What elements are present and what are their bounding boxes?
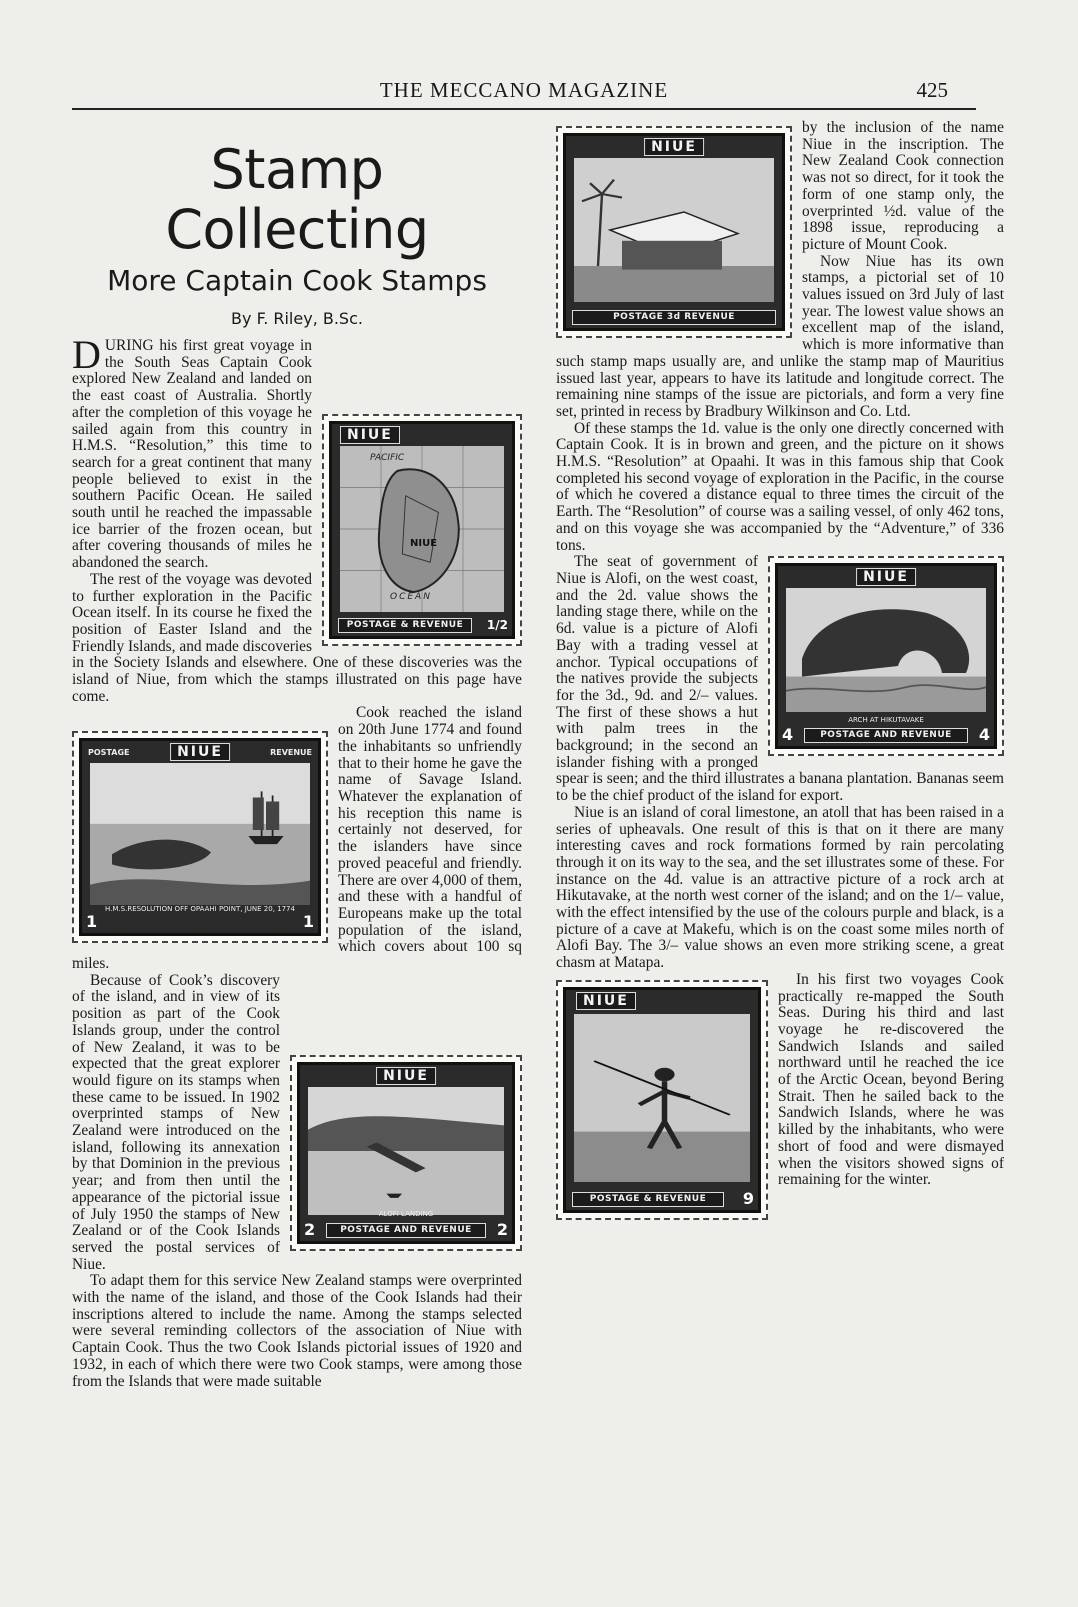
stamp-value: 9 (742, 1188, 754, 1208)
left-column (72, 120, 522, 1390)
stamp-country-name: NIUE (856, 568, 916, 586)
paragraph-3: Of these stamps the 1d. value is the only one directly concerned with Captain Cook. It is in brown and green, and the picture on it shows H.M.S. “Resolution” at Opaahi. It was in this famous ship that Cook completed his second voyage of exploration in the Pacific, in the course of which he covered a distance equal to three times the circuit of the Earth. The “Resolution” of course was a sailing vessel, of only 462 tons, and on this voyage she was accompanied by the “Adventure,” of 336 tons. (556, 419, 1004, 554)
paragraph-1: DURING his first great voyage in the South Seas Captain Cook explored New Zealand and landed on the east coast of Australia. Shortly after the completion of this voyage he sailed again from this country in H.M.S. “Resolution,” this time to search for a great continent that many people believed to exist in the southern Pacific Ocean. He sailed south until he reached the impassable ice barrier of the frozen ocean, but after covering thousands of miles he abandoned the search. (72, 332, 312, 572)
landing-stage-icon (308, 1087, 504, 1215)
paragraph-4: Because of Cook’s discovery of the island, and in view of its position as part of the Cook Islands group, under the control of New Zealand, it was to be expected that the great explorer would figure on its stamps when these came to be issued. In 1902 overprinted stamps of New Zealand were introduced on the island, following its annexation by that Dominion in the previous year; and from then until the appearance of the pictorial issue of July 1950 the stamps of New Zealand or of the Cook Islands served the postal services of Niue. (72, 971, 280, 1273)
stamp-landing-face (297, 1062, 515, 1244)
stamp-band: POSTAGE AND REVENUE (326, 1223, 486, 1238)
drop-cap: D (72, 332, 101, 377)
page-number: 425 (916, 78, 948, 102)
hut-palm-icon (574, 158, 774, 302)
stamp-arch-face (775, 563, 997, 749)
stamp-map-scene (340, 446, 504, 612)
right-column (556, 120, 1004, 1226)
stamp-country-name: NIUE (576, 992, 636, 1010)
stamp-landing-2d (290, 1055, 522, 1251)
map-label-ocean: OCEAN (390, 592, 432, 603)
stamp-fisher-face (563, 987, 761, 1213)
stamp-value: 1/2 (486, 618, 508, 632)
stamp-value-left: 4 (782, 725, 794, 745)
stamp-country-name: NIUE (340, 426, 400, 444)
sailing-ship-icon (90, 763, 310, 905)
stamp-landing-scene (308, 1087, 504, 1215)
paragraph-4: The seat of government of Niue is Alofi, on the west coast, and the 2d. value shows the landing stage there, while on the 6d. value is a picture of Alofi Bay with a trading vessel at anchor. Typical occupations of the natives provide the subjects for the 3d., 9d. and 2/– values. The first of these shows a hut with palm trees in the background; in the second an islander fishing with a pronged spear is seen; and the third illustrates a banana plantation. Bananas seem to be the chief product of the island for export. (556, 553, 1004, 805)
stamp-arch-4d (768, 556, 1004, 756)
stamp-country-name: NIUE (170, 743, 230, 761)
paragraph-6: In his first two voyages Cook practically re-mapped the South Seas. During his third and last voyage he re-discovered the Sandwich Islands and sailed northward until he reached the ice of the Arctic Ocean, beyond Bering Strait. Then he sailed back to the Sandwich Islands, where he was killed by the inhabitants, who were short of food and were dismayed when the visitors showed signs of remaining for the winter. (778, 970, 1004, 1189)
paragraph-3: Cook reached the island on 20th June 1774 and found the inhabitants so unfriendly that to their home he gave the name of Savage Island. Whatever the explanation of his reception this name is certainly not deserved, for the islanders have since proved peaceful and friendly. There are over 4,000 of them, and these with a handful of Europeans make up the total population of the island, which covers about 100 sq miles. (72, 704, 522, 973)
stamp-value-right: 1 (302, 912, 314, 932)
article-subtitle: More Captain Cook Stamps (107, 264, 487, 297)
paragraph-5: To adapt them for this service New Zealand stamps were overprinted with the name of the island, and those of the Cook Islands had their inscriptions altered to include the name. Among the stamps selected were several reminding collectors of the association of Niue with Captain Cook. Thus the two Cook Islands pictorial issues of 1920 and 1932, in each of which there were two Cook stamps, were among those from the Islands that were made suitable (72, 1272, 522, 1390)
stamp-hut-face (563, 133, 785, 331)
rock-arch-icon (786, 588, 986, 712)
map-label-niue: NIUE (410, 538, 438, 549)
stamp-value-right: 4 (978, 725, 990, 745)
stamp-country-name: NIUE (376, 1067, 436, 1085)
paragraph-1: by the inclusion of the name Niue in the inscription. The New Zealand Cook connection was not so direct, for it took the form of one stamp only, the overprinted ½d. value of the 1898 issue, reproducing a picture of Mount Cook. (802, 119, 1004, 253)
stamp-band: POSTAGE & REVENUE (338, 618, 472, 633)
magazine-title: THE MECCANO MAGAZINE (379, 78, 669, 102)
article-byline: By F. Riley, B.Sc. (231, 309, 363, 328)
stamp-band: POSTAGE 3d REVENUE (572, 310, 776, 325)
stamp-arch-scene (786, 588, 986, 712)
article-title: Stamp Collecting (165, 138, 429, 261)
stamp-fisher-scene (574, 1014, 750, 1182)
map-label-pacific: PACIFIC (370, 453, 405, 463)
stamp-map-face (329, 421, 515, 639)
stamp-ship-scene (90, 763, 310, 905)
island-map-icon (340, 446, 504, 612)
stamp-value-left: 1 (86, 912, 98, 932)
running-head (72, 78, 976, 110)
stamp-fisher-9d (556, 980, 768, 1220)
spear-fisherman-icon (574, 1014, 750, 1182)
stamp-country-name: NIUE (644, 138, 704, 156)
stamp-value-right: 2 (496, 1219, 508, 1239)
stamp-hut-scene (574, 158, 774, 302)
paragraph-2: Now Niue has its own stamps, a pictorial set of 10 values issued on 3rd July of last year. The lowest value shows an excellent map of the island, which is more informative than such stamp maps usually are, and unlike the stamp map of Mauritius issued last year, appears to have its latitude and longitude correct. The remaining nine stamps of the issue are pictorials, and form a very fine set, printed in recess by Bradbury Wilkinson and Co. Ltd. (556, 252, 1004, 420)
stamp-caption: ARCH AT HIKUTAVAKE (848, 715, 924, 724)
stamp-caption: H.M.S.RESOLUTION OFF OPAAHI POINT, JUNE 20, 1774 (105, 904, 295, 913)
stamp-band: POSTAGE & REVENUE (572, 1192, 724, 1207)
paragraph-5: Niue is an island of coral limestone, an atoll that has been raised in a series of upheavals. One result of this is that on it there are many interesting caves and rock formations formed by rain percolating through it on its way to the sea, and the set illustrates some of these. For instance on the 4d. value is an attractive picture of a rock arch at Hikutavake, at the north west corner of the island; and on the 1/– value, with the effect intensified by the use of the colours purple and black, is a picture of a cave at Makefu, which is on the coast some miles north of Alofi Bay. The 3/– value shows an even more striking scene, a great chasm at Matapa. (556, 803, 1004, 972)
stamp-left-band: POSTAGE (88, 748, 130, 758)
stamp-caption: ALOFI LANDING (378, 1210, 434, 1219)
paragraph-2: The rest of the voyage was devoted to further exploration in the Pacific Ocean itself. In its course he fixed the position of Easter Island and the Friendly Islands, and made discoveries in the Society Islands and elsewhere. One of these discoveries was the island of Niue, from which the stamps illustrated on this page have come. (72, 570, 522, 705)
stamp-ship-face (79, 738, 321, 936)
stamp-band: POSTAGE AND REVENUE (804, 728, 968, 743)
stamp-ship-1d (72, 731, 328, 943)
article-title-block (72, 140, 522, 330)
stamp-value-left: 2 (304, 1219, 316, 1239)
stamp-right-band: REVENUE (270, 748, 312, 758)
stamp-hut-3d (556, 126, 792, 338)
stamp-map-half-penny (322, 414, 522, 646)
